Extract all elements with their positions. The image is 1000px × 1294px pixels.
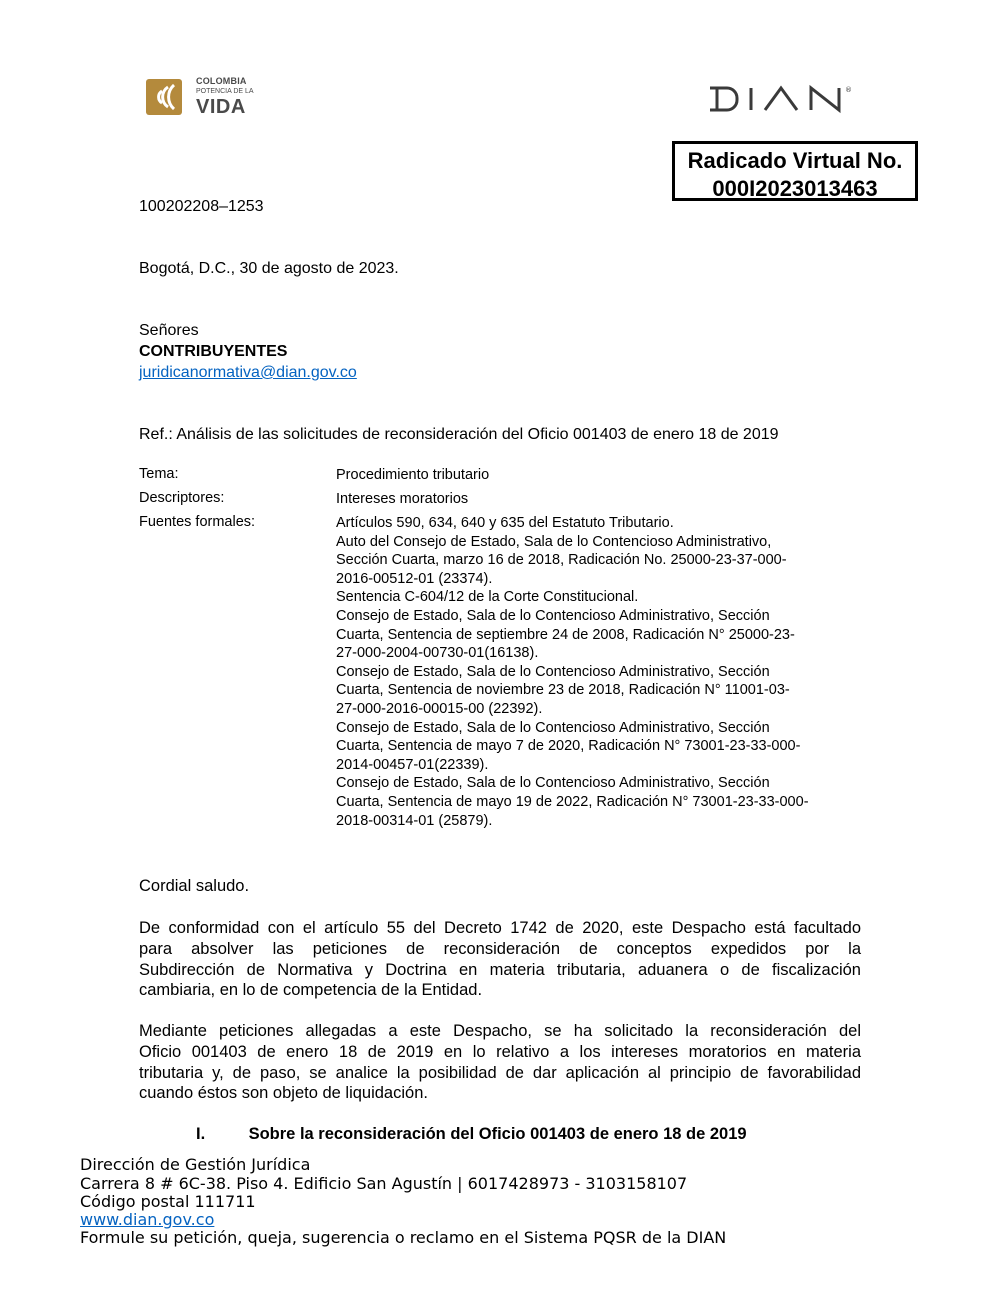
logo-text-vida: VIDA bbox=[196, 96, 246, 118]
fuentes-line: 2016-00512-01 (23374). bbox=[336, 570, 493, 587]
paragraph-line: De conformidad con el artículo 55 del Decreto 1742 de 2020, este Despacho está facultado bbox=[139, 919, 861, 937]
fuentes-line: Sentencia C-604/12 de la Corte Constitucional. bbox=[336, 589, 639, 606]
fuentes-line: 2018-00314-01 (25879). bbox=[336, 812, 493, 829]
reference-line: Ref.: Análisis de las solicitudes de reconsideración del Oficio 001403 de enero 18 de 2019 bbox=[139, 426, 779, 443]
fuentes-line: Auto del Consejo de Estado, Sala de lo Contencioso Administrativo, bbox=[336, 533, 772, 550]
footer-postal: Código postal 111711 bbox=[80, 1192, 256, 1211]
fuentes-line: Consejo de Estado, Sala de lo Contencioso Administrativo, Sección bbox=[336, 607, 770, 624]
dian-logo-icon bbox=[707, 84, 857, 114]
paragraph-petitions bbox=[139, 1021, 861, 1104]
logo-text-potencia: POTENCIA DE LA bbox=[196, 88, 254, 95]
colombia-vida-logo bbox=[146, 74, 266, 120]
paragraph-line: Oficio 001403 de enero 18 de 2019 en lo relativo a los intereses moratorios en materia bbox=[139, 1042, 861, 1061]
meta-tema-value: Procedimiento tributario bbox=[336, 467, 490, 483]
date-line: Bogotá, D.C., 30 de agosto de 2023. bbox=[139, 260, 399, 277]
colombia-logo-icon bbox=[146, 77, 186, 117]
fuentes-line: Cuarta, Sentencia de mayo 7 de 2020, Radicación N° 73001-23-33-000- bbox=[336, 738, 801, 755]
section-number: I. bbox=[196, 1125, 206, 1143]
paragraph-line: Mediante peticiones allegadas a este Despacho, se ha solicitado la reconsideración del bbox=[139, 1022, 861, 1040]
meta-fuentes-label: Fuentes formales: bbox=[139, 514, 256, 530]
meta-tema-label: Tema: bbox=[139, 466, 179, 482]
fuentes-line: Consejo de Estado, Sala de lo Contencioso Administrativo, Sección bbox=[336, 719, 770, 736]
paragraph-line: cuando éstos son objeto de liquidación. bbox=[139, 1084, 428, 1103]
fuentes-line: 27-000-2004-00730-01(16138). bbox=[336, 645, 539, 662]
paragraph-line: para absolver las peticiones de reconsideración de conceptos expedidos por la bbox=[139, 939, 861, 958]
logo-text-colombia: COLOMBIA bbox=[196, 76, 247, 86]
footer-office: Dirección de Gestión Jurídica bbox=[80, 1155, 311, 1174]
paragraph-competence bbox=[139, 918, 861, 1001]
paragraph-line: tributaria y, de paso, se analice la posibilidad de dar aplicación al principio de favorabilidad bbox=[139, 1063, 861, 1082]
registered-mark: ® bbox=[845, 86, 852, 94]
fuentes-line: 27-000-2016-00015-00 (22392). bbox=[336, 700, 543, 717]
radicado-number: 000I2023013463 bbox=[712, 176, 878, 201]
recipient-name: CONTRIBUYENTES bbox=[139, 343, 288, 360]
fuentes-line: Consejo de Estado, Sala de lo Contencioso Administrativo, Sección bbox=[336, 663, 770, 680]
meta-fuentes-value bbox=[336, 514, 861, 830]
radicado-title: Radicado Virtual No. bbox=[687, 148, 903, 173]
footer-note: Formule su petición, queja, sugerencia o reclamo en el Sistema PQSR de la DIAN bbox=[80, 1228, 727, 1247]
radicado-box bbox=[672, 141, 918, 201]
greeting: Cordial saludo. bbox=[139, 877, 250, 895]
fuentes-line: Cuarta, Sentencia de septiembre 24 de 2008, Radicación N° 25000-23- bbox=[336, 626, 795, 643]
doc-number: 100202208–1253 bbox=[139, 198, 264, 215]
meta-descriptores-value: Intereses moratorios bbox=[336, 491, 469, 507]
footer-address: Carrera 8 # 6C-38. Piso 4. Edificio San Agustín | 6017428973 - 3103158107 bbox=[80, 1174, 688, 1193]
section-title: Sobre la reconsideración del Oficio 001403 de enero 18 de 2019 bbox=[248, 1125, 747, 1143]
recipient-email-link[interactable]: juridicanormativa@dian.gov.co bbox=[139, 364, 357, 381]
paragraph-line: Subdirección de Normativa y Doctrina en materia tributaria, aduanera o de fiscalización bbox=[139, 960, 861, 979]
dian-logo bbox=[707, 84, 857, 114]
section-heading bbox=[196, 1125, 747, 1144]
recipient-salutation: Señores bbox=[139, 322, 199, 339]
fuentes-line: 2014-00457-01(22339). bbox=[336, 756, 489, 773]
fuentes-line: Consejo de Estado, Sala de lo Contencioso Administrativo, Sección bbox=[336, 775, 770, 792]
fuentes-line: Cuarta, Sentencia de mayo 19 de 2022, Radicación N° 73001-23-33-000- bbox=[336, 793, 809, 810]
fuentes-line: Artículos 590, 634, 640 y 635 del Estatuto Tributario. bbox=[336, 515, 674, 531]
paragraph-line: cambiaria, en lo de competencia de la Entidad. bbox=[139, 981, 483, 1000]
fuentes-line: Cuarta, Sentencia de noviembre 23 de 2018, Radicación N° 11001-03- bbox=[336, 682, 790, 699]
footer-website-link[interactable]: www.dian.gov.co bbox=[80, 1210, 215, 1229]
meta-descriptores-label: Descriptores: bbox=[139, 490, 225, 506]
fuentes-line: Sección Cuarta, marzo 16 de 2018, Radicación No. 25000-23-37-000- bbox=[336, 552, 787, 569]
